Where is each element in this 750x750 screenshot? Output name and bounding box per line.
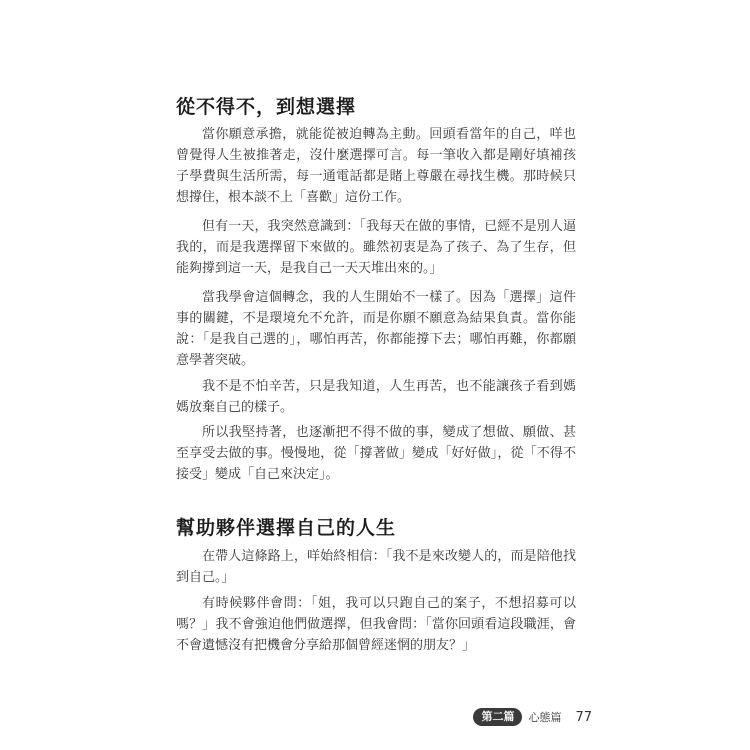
page-number: 77 <box>575 709 592 725</box>
page-footer <box>473 708 592 726</box>
section-heading-choice: 從不得不，到想選擇 <box>176 96 357 118</box>
paragraph: 但有一天，我突然意識到：「我每天在做的事情，已經不是別人逼我的，而是我選擇留下來做的。雖然初衷是為了孩子、為了生存，但能夠撐到這一天，是我自己一天天堆出來的。」 <box>176 219 576 276</box>
paragraph: 我不是不怕辛苦，只是我知道，人生再苦，也不能讓孩子看到媽媽放棄自己的樣子。 <box>176 379 576 415</box>
section-name: 心態篇 <box>528 711 562 724</box>
paragraph: 當我學會這個轉念，我的人生開始不一樣了。因為「選擇」這件事的關鍵，不是環境允不允許，而是你願不願意為結果負責。當你能說：「是我自己選的」，哪怕再苦，你都能撐下去；哪怕再難，你都願意學著突破。 <box>176 290 576 368</box>
paragraph: 所以我堅持著，也逐漸把不得不做的事，變成了想做、願做、甚至享受去做的事。慢慢地，從「撐著做」變成「好好做」，從「不得不接受」變成「自己來決定」。 <box>176 425 576 482</box>
section-heading-partners: 幫助夥伴選擇自己的人生 <box>176 517 397 539</box>
paragraph: 有時候夥伴會問：「姐，我可以只跑自己的案子，不想招募可以嗎？」我不會強迫他們做選擇，但我會問：「當你回頭看這段職涯，會不會遺憾沒有把機會分享給那個曾經迷惘的朋友？」 <box>176 596 576 653</box>
paragraph: 當你願意承擔，就能從被迫轉為主動。回頭看當年的自己，咩也曾覺得人生被推著走，沒什麼選擇可言。每一筆收入都是剛好填補孩子學費與生活所需，每一通電話都是賭上尊嚴在尋找生機。那時候只想撐住，根本談不上「喜歡」這份工作。 <box>176 127 576 205</box>
paragraph: 在帶人這條路上，咩始終相信：「我不是來改變人的，而是陪他找到自己。」 <box>176 549 576 585</box>
chapter-badge: 第二篇 <box>473 708 522 726</box>
